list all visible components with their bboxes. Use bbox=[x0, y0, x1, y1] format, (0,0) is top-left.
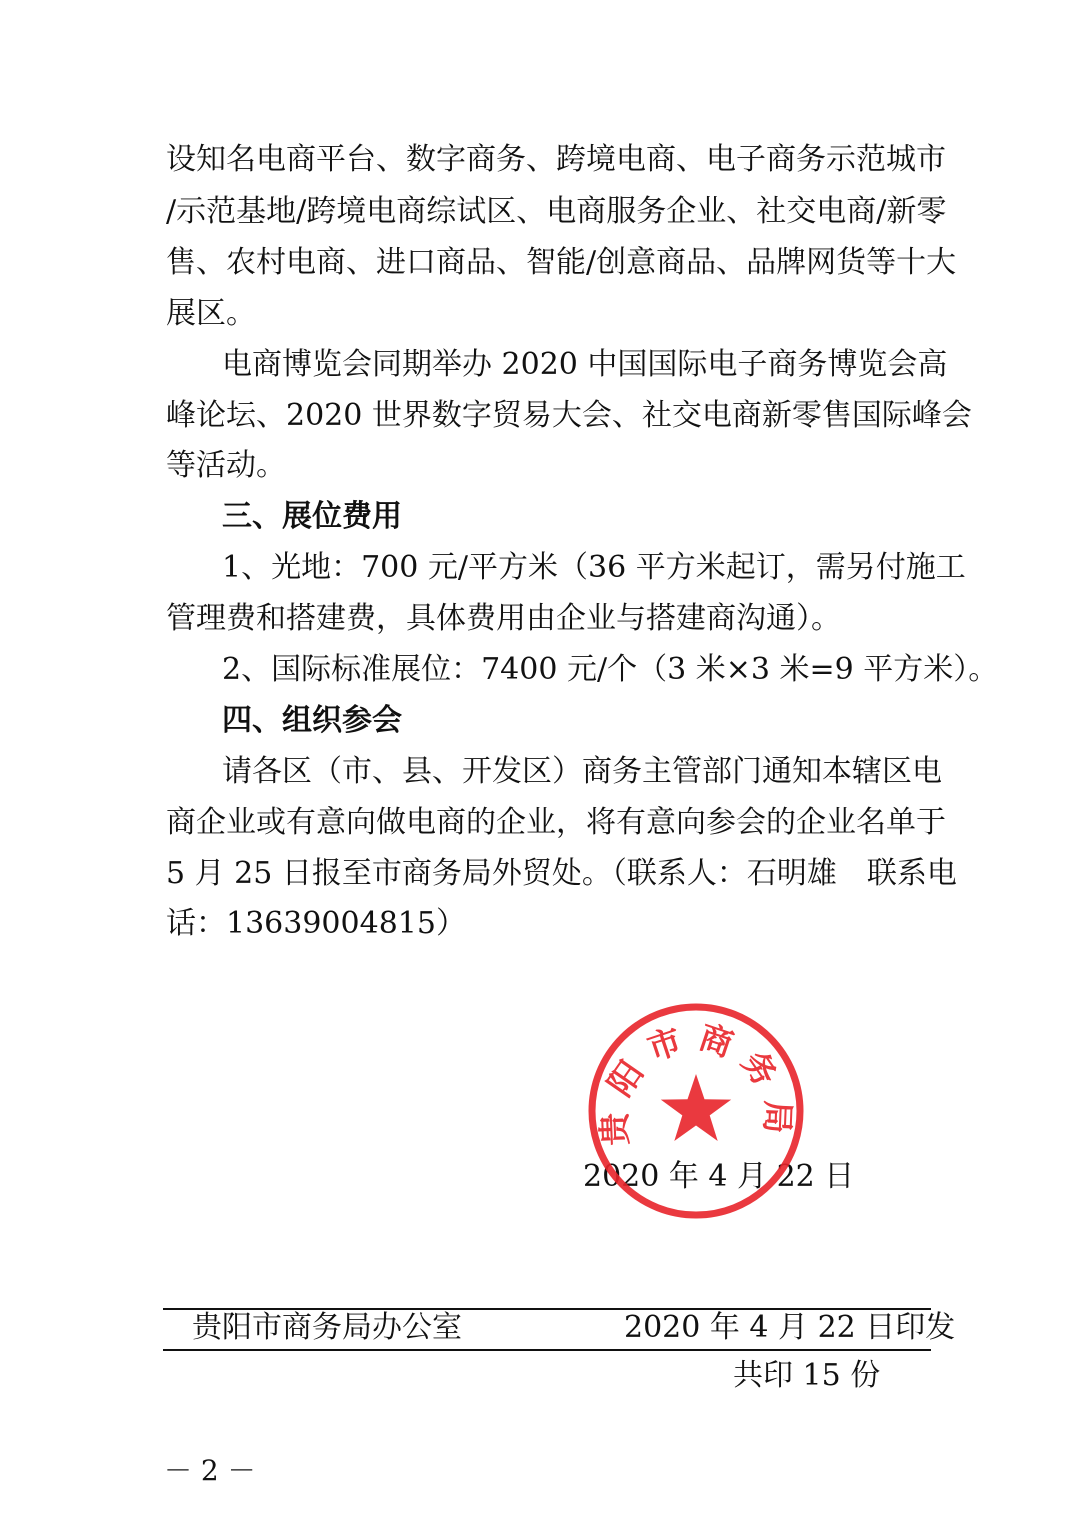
fee-item: 2、国际标准展位：7400 元/个（3 米×3 米=9 平方米）。 bbox=[222, 652, 999, 687]
body-line: 峰论坛、2020 世界数字贸易大会、社交电商新零售国际峰会 bbox=[166, 398, 972, 433]
footer-issuer: 贵阳市商务局办公室 bbox=[192, 1310, 462, 1345]
page-number: － 2 － bbox=[164, 1454, 256, 1487]
body-line: 请各区（市、县、开发区）商务主管部门通知本辖区电 bbox=[222, 754, 942, 789]
body-line: 5 月 25 日报至市商务局外贸处。（联系人：石明雄 联系电 bbox=[166, 856, 957, 891]
body-line: /示范基地/跨境电商综试区、电商服务企业、社交电商/新零 bbox=[166, 194, 947, 229]
seal-text: 贵阳市商务局 bbox=[594, 1017, 798, 1147]
footer-issue-date: 2020 年 4 月 22 日印发 bbox=[624, 1310, 956, 1345]
footer-copies: 共印 15 份 bbox=[733, 1358, 881, 1393]
body-line: 展区。 bbox=[166, 296, 256, 331]
body-line: 话：13639004815） bbox=[166, 906, 466, 941]
signature-date: 2020 年 4 月 22 日 bbox=[583, 1159, 855, 1194]
body-line: 售、农村电商、进口商品、智能/创意商品、品牌网货等十大 bbox=[166, 245, 957, 280]
body-line: 电商博览会同期举办 2020 中国国际电子商务博览会高 bbox=[222, 347, 948, 382]
fee-item: 1、光地：700 元/平方米（36 平方米起订，需另付施工 bbox=[222, 550, 966, 585]
body-line: 商企业或有意向做电商的企业，将有意向参会的企业名单于 bbox=[166, 805, 946, 840]
section-heading-fees: 三、展位费用 bbox=[222, 499, 402, 534]
fee-item: 管理费和搭建费，具体费用由企业与搭建商沟通）。 bbox=[166, 601, 841, 636]
official-seal bbox=[583, 998, 809, 1224]
section-heading-participation: 四、组织参会 bbox=[222, 703, 402, 738]
body-line: 设知名电商平台、数字商务、跨境电商、电子商务示范城市 bbox=[166, 142, 946, 177]
body-line: 等活动。 bbox=[166, 448, 286, 483]
star-icon bbox=[661, 1074, 731, 1141]
footer-bottom-rule bbox=[163, 1349, 931, 1351]
